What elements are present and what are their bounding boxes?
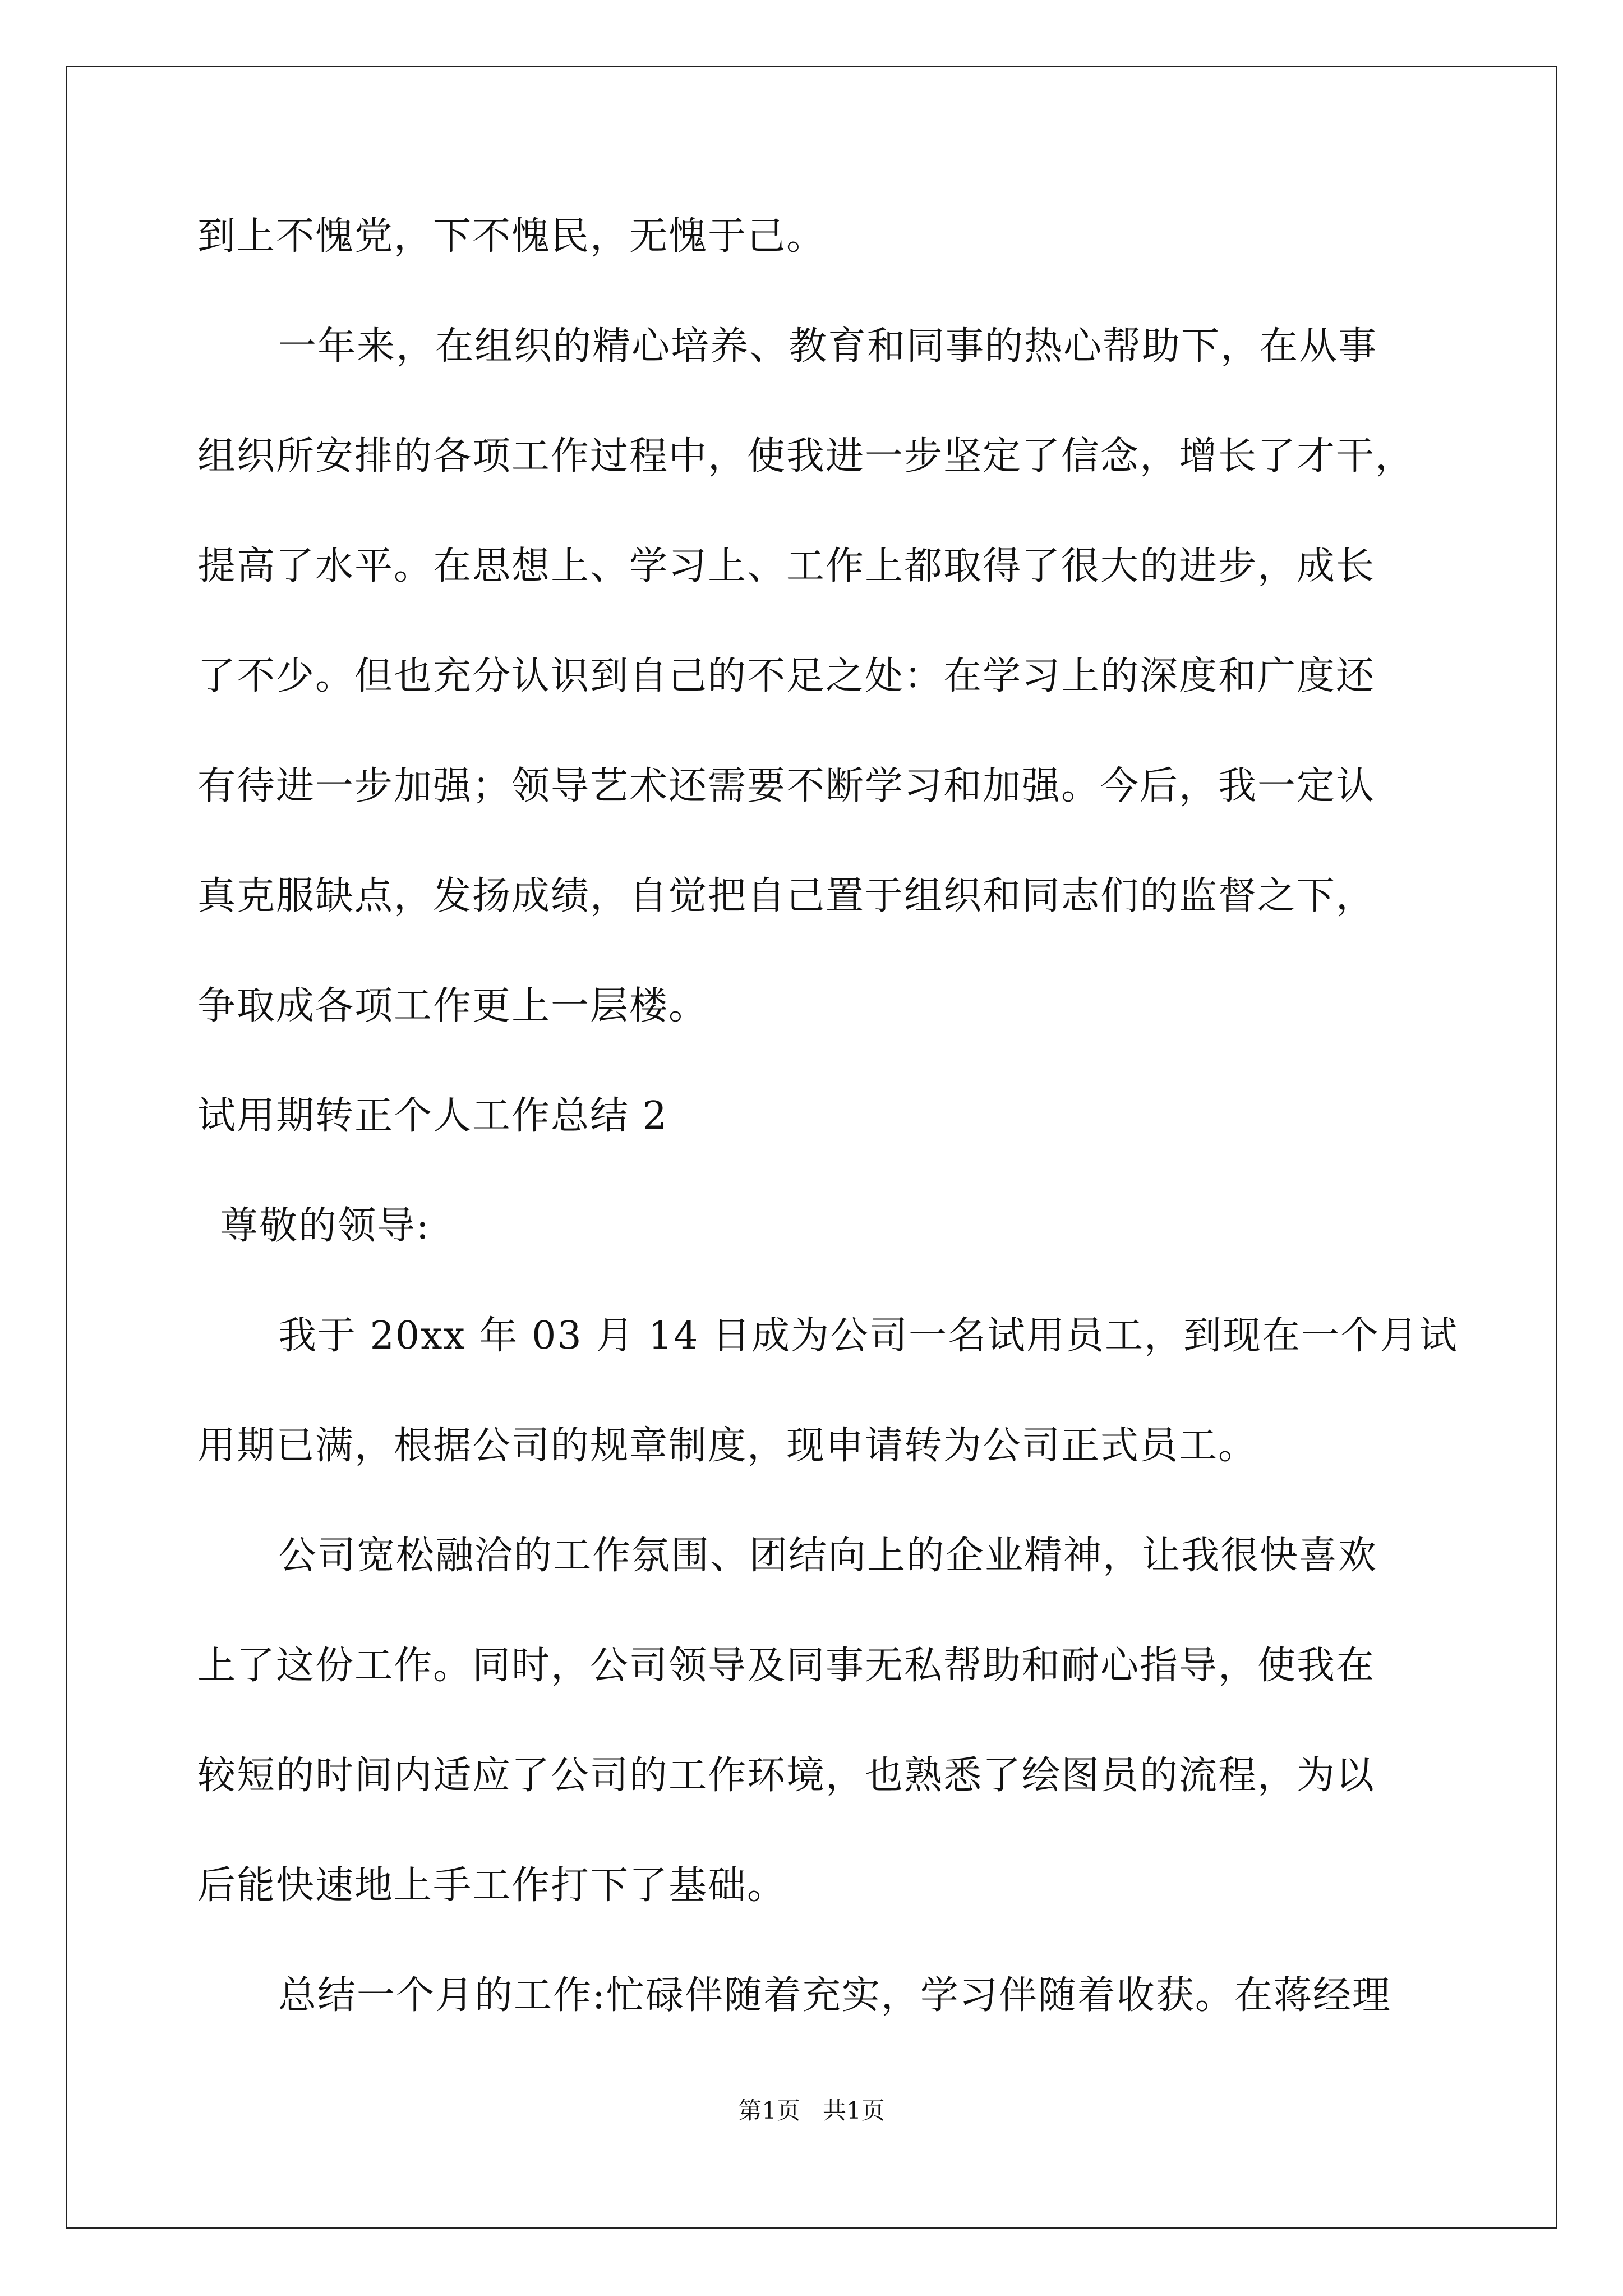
paragraph-start-line: 一年来，在组织的精心培养、教育和同事的热心帮助下，在从事 [278,324,1378,369]
text-line: 上了这份工作。同时，公司领导及同事无私帮助和耐心指导，使我在 [197,1644,1376,1688]
paragraph-start-line: 总结一个月的工作:忙碌伴随着充实，学习伴随着收获。在蒋经理 [278,1973,1391,2018]
page-footer: 第1页 共1页 [738,2097,885,2124]
section-heading: 试用期转正个人工作总结 2 [197,1094,668,1138]
text-line: 后能快速地上手工作打下了基础。 [197,1864,787,1908]
text-line: 有待进一步加强；领导艺术还需要不断学习和加强。今后，我一定认 [197,764,1376,808]
paragraph-start-line: 我于 20xx 年 03 月 14 日成为公司一名试用员工，到现在一个月试 [278,1314,1458,1358]
text-line: 到上不愧党，下不愧民，无愧于己。 [197,214,826,259]
paragraph-start-line: 公司宽松融洽的工作氛围、团结向上的企业精神，让我很快喜欢 [278,1534,1378,1578]
document-body [197,213,1458,2082]
salutation: 尊敬的领导: [220,1204,430,1248]
text-line: 了不少。但也充分认识到自己的不足之处：在学习上的深度和广度还 [197,654,1376,698]
text-line: 真克服缺点，发扬成绩，自觉把自己置于组织和同志们的监督之下， [197,874,1376,918]
text-line: 组织所安排的各项工作过程中，使我进一步坚定了信念，增长了才干， [197,434,1415,478]
text-line: 提高了水平。在思想上、学习上、工作上都取得了很大的进步，成长 [197,544,1376,588]
text-line: 用期已满，根据公司的规章制度，现申请转为公司正式员工。 [197,1424,1258,1468]
text-line: 争取成各项工作更上一层楼。 [197,984,708,1028]
text-line: 较短的时间内适应了公司的工作环境，也熟悉了绘图员的流程，为以 [197,1754,1376,1798]
